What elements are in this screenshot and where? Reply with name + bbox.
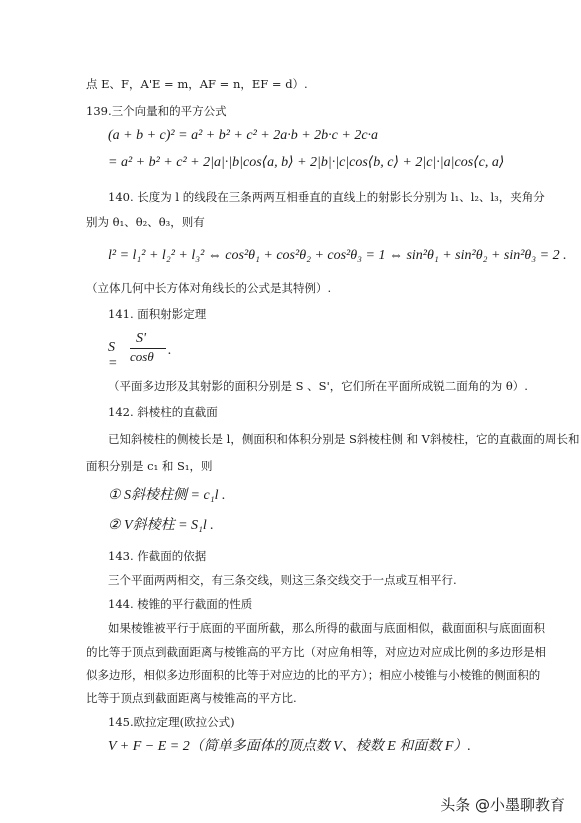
section-heading-144: 144. 棱锥的平行截面的性质 [108, 597, 253, 611]
note-141: （平面多边形及其射影的面积分别是 S 、S'，它们所在平面所成锐二面角的为 θ）. [108, 379, 528, 393]
section-heading-139: 139.三个向量和的平方公式 [86, 104, 227, 118]
formula-141-lhs: S = [108, 340, 118, 371]
paragraph-144-line1: 如果棱锥被平行于底面的平面所截，那么所得的截面与底面相似，截面面积与底面面积 [108, 621, 545, 635]
paragraph-143: 三个平面两两相交，有三条交线，则这三条交线交于一点或互相平行. [108, 573, 457, 587]
formula-142-2: ② V斜棱柱 = S₁l . [108, 518, 214, 533]
note-140: （立体几何中长方体对角线长的公式是其特例）. [86, 281, 332, 295]
formula-141-period: . [168, 343, 172, 358]
section-heading-143: 143. 作截面的依据 [108, 549, 207, 563]
formula-142-1: ① S斜棱柱侧 = c₁l . [108, 488, 226, 503]
formula-139-line2: = a² + b² + c² + 2|a|·|b|cos⟨a, b⟩ + 2|b|·|c|cos⟨b, c⟩ + 2|c|·|a|cos⟨c, a⟩ [108, 155, 505, 170]
formula-140: l² = l₁² + l₂² + l₃² ⇔ cos²θ₁ + cos²θ₂ + cos²θ₃ = 1 ⇔ sin²θ₁ + sin²θ₂ + sin²θ₃ = 2 . [108, 248, 567, 263]
paragraph-144-line2: 的比等于顶点到截面距离与棱锥高的平方比（对应角相等，对应边对应成比例的多边形是相 [86, 645, 546, 659]
paragraph-144-line3: 似多边形，相似多边形面积的比等于对应边的比的平方）；相应小棱锥与小棱锥的侧面积的 [86, 668, 541, 682]
paragraph-140-line1: 140. 长度为 l 的线段在三条两两互相垂直的直线上的射影长分别为 l₁、l₂、l₃，夹角分 [108, 190, 545, 204]
formula-141-denominator: cosθ [130, 349, 154, 364]
text-line: 点 E、F，A'E = m，AF = n，EF = d）. [86, 77, 308, 91]
formula-145: V + F − E = 2（简单多面体的顶点数 V、棱数 E 和面数 F）. [108, 739, 471, 754]
section-heading-142: 142. 斜棱柱的直截面 [108, 405, 218, 419]
paragraph-144-line4: 比等于顶点到截面距离与棱锥高的平方比. [86, 691, 297, 705]
section-heading-145: 145.欧拉定理(欧拉公式) [108, 715, 235, 729]
section-heading-141: 141. 面积射影定理 [108, 307, 207, 321]
formula-139-line1: (a + b + c)² = a² + b² + c² + 2a·b + 2b·c + 2c·a [108, 128, 379, 143]
paragraph-142-line1: 已知斜棱柱的侧棱长是 l，侧面积和体积分别是 S斜棱柱侧 和 V斜棱柱，它的直截面的周长和 [108, 432, 580, 446]
formula-141-numerator: S' [136, 331, 146, 346]
paragraph-142-line2: 面积分别是 c₁ 和 S₁，则 [86, 459, 213, 473]
watermark: 头条 @小墨聊教育 [440, 796, 565, 814]
paragraph-140-line2: 别为 θ₁、θ₂、θ₃，则有 [86, 215, 205, 229]
